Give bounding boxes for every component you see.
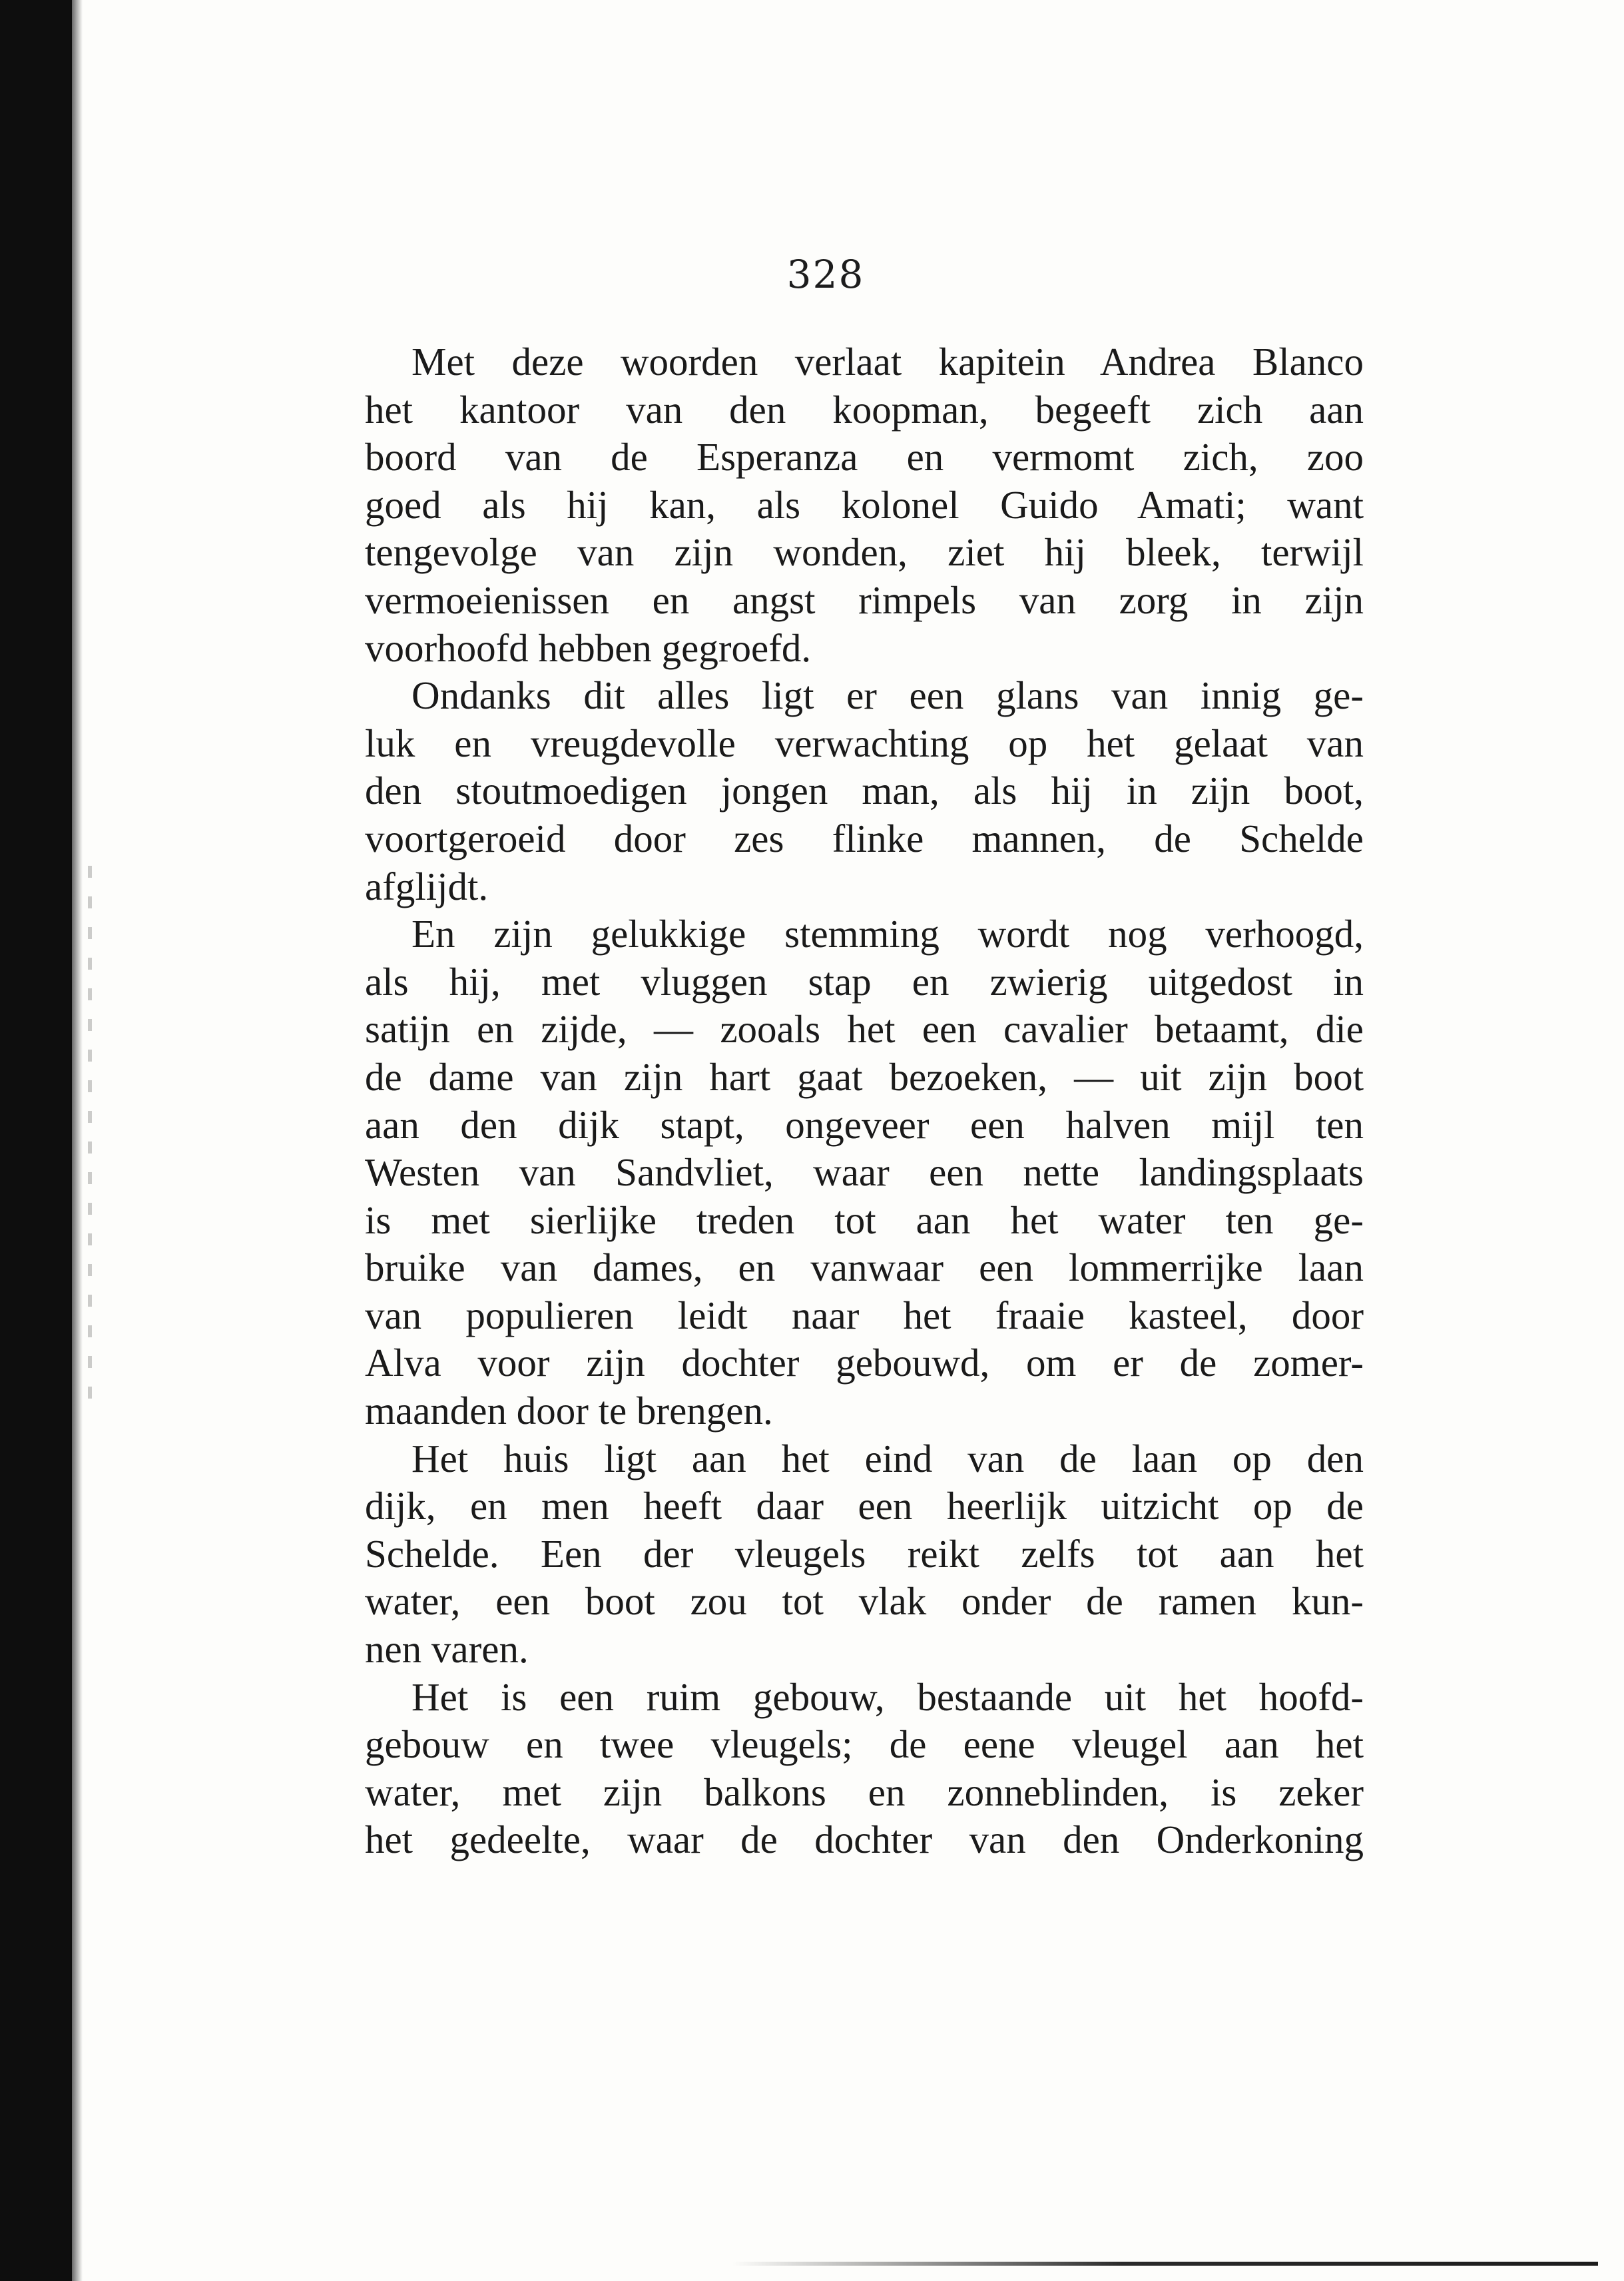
text-line: bruike van dames, en vanwaar een lommerrijke laan bbox=[365, 1245, 1364, 1290]
text-line: als hij, met vluggen stap en zwierig uitgedost in bbox=[365, 959, 1364, 1004]
text-line: het kantoor van den koopman, begeeft zich aan bbox=[365, 387, 1364, 432]
scan-shadow-edge bbox=[0, 0, 72, 2281]
paragraph-4 bbox=[365, 1435, 1364, 1674]
text-line: goed als hij kan, als kolonel Guido Amati; want bbox=[365, 482, 1364, 527]
text-line: maanden door te brengen. bbox=[365, 1389, 773, 1433]
text-line: satijn en zijde, — zooals het een cavalier betaamt, die bbox=[365, 1007, 1364, 1052]
text-line: Alva voor zijn dochter gebouwd, om er de zomer- bbox=[365, 1341, 1364, 1385]
text-line: aan den dijk stapt, ongeveer een halven mijl ten bbox=[365, 1102, 1364, 1147]
text-line: van populieren leidt naar het fraaie kasteel, door bbox=[365, 1293, 1364, 1337]
text-line: voortgeroeid door zes flinke mannen, de Schelde bbox=[365, 816, 1364, 860]
text-line: afglijdt. bbox=[365, 864, 489, 908]
text-line: het gedeelte, waar de dochter van den Onderkoning bbox=[365, 1817, 1364, 1862]
text-line: water, een boot zou tot vlak onder de ramen kun- bbox=[365, 1579, 1364, 1624]
text-line: gebouw en twee vleugels; de eene vleugel aan het bbox=[365, 1722, 1364, 1767]
text-line: voorhoofd hebben gegroefd. bbox=[365, 625, 812, 670]
text-line: water, met zijn balkons en zonneblinden, is zeker bbox=[365, 1770, 1364, 1814]
text-line: tengevolge van zijn wonden, ziet hij bleek, terwijl bbox=[365, 530, 1364, 575]
paragraph-3 bbox=[365, 910, 1364, 1435]
text-line: dijk, en men heeft daar een heerlijk uitzicht op de bbox=[365, 1484, 1364, 1528]
scan-bottom-edge bbox=[732, 2262, 1598, 2266]
scan-edge-fade bbox=[72, 0, 83, 2281]
text-line: luk en vreugdevolle verwachting op het gelaat van bbox=[365, 721, 1364, 765]
page-number: 328 bbox=[786, 252, 865, 297]
text-line: nen varen. bbox=[365, 1627, 529, 1672]
text-line: boord van de Esperanza en vermomt zich, zoo bbox=[365, 435, 1364, 480]
text-line: Het huis ligt aan het eind van de laan op den bbox=[411, 1436, 1364, 1480]
text-line: den stoutmoedigen jongen man, als hij in zijn boot, bbox=[365, 769, 1364, 813]
text-line: is met sierlijke treden tot aan het water ten ge- bbox=[365, 1197, 1364, 1242]
body-text bbox=[365, 338, 1364, 1864]
text-line: En zijn gelukkige stemming wordt nog verhoogd, bbox=[411, 912, 1364, 956]
text-line: Schelde. Een der vleugels reikt zelfs tot aan het bbox=[365, 1531, 1364, 1576]
gutter-marks bbox=[88, 866, 92, 1399]
text-line: Ondanks dit alles ligt er een glans van innig ge- bbox=[411, 673, 1364, 718]
text-line: Het is een ruim gebouw, bestaande uit het hoofd- bbox=[411, 1674, 1364, 1719]
text-line: Westen van Sandvliet, waar een nette landingsplaats bbox=[365, 1150, 1364, 1195]
text-line: de dame van zijn hart gaat bezoeken, — uit zijn boot bbox=[365, 1054, 1364, 1099]
text-line: Met deze woorden verlaat kapitein Andrea Blanco bbox=[411, 340, 1364, 384]
paragraph-1 bbox=[365, 338, 1364, 672]
paragraph-2 bbox=[365, 672, 1364, 910]
paragraph-5 bbox=[365, 1674, 1364, 1864]
text-line: vermoeienissen en angst rimpels van zorg in zijn bbox=[365, 577, 1364, 622]
